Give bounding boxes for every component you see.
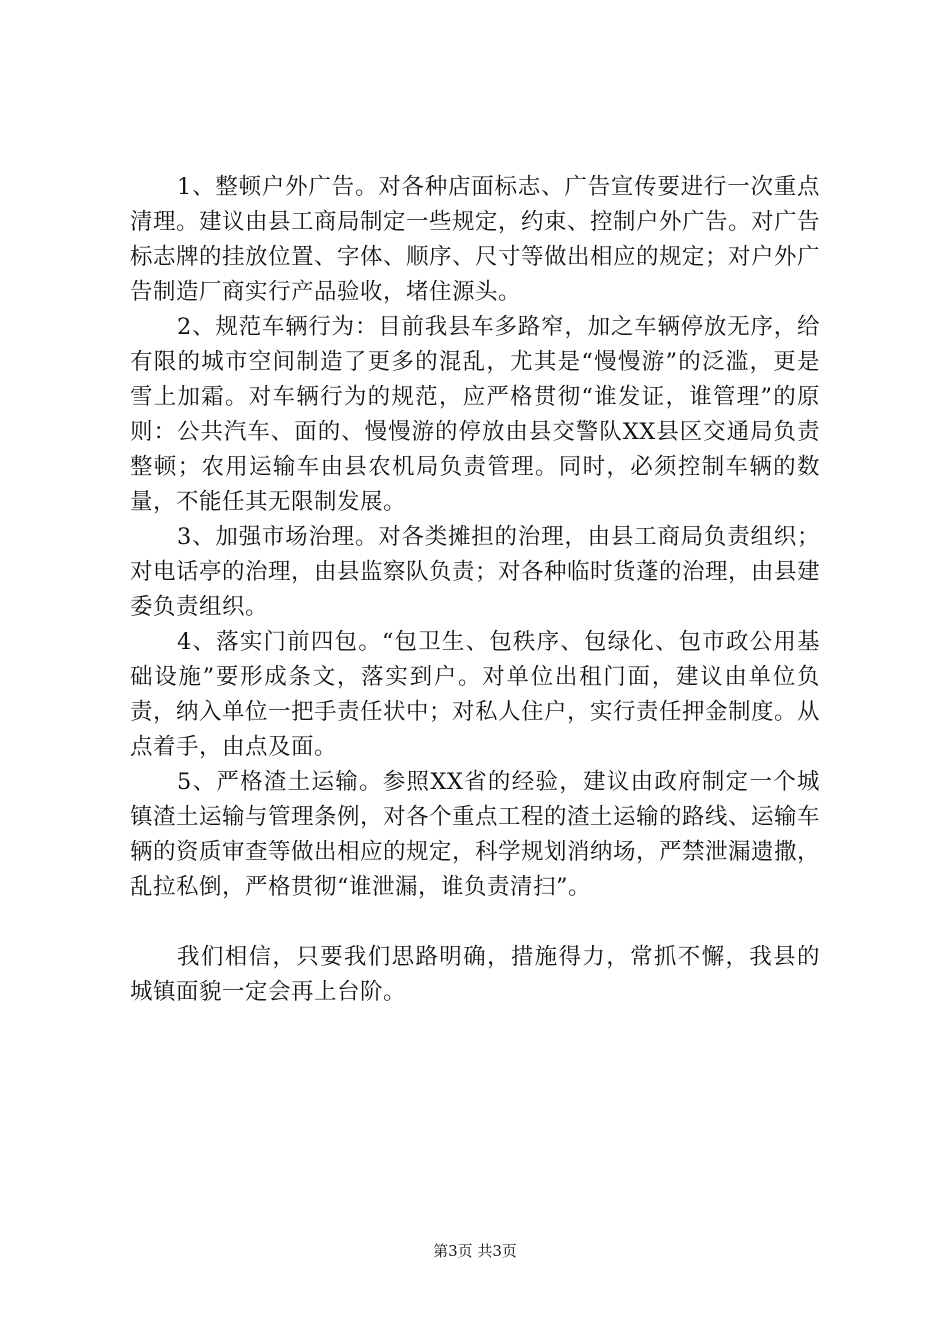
paragraph-5: 5、严格渣土运输。参照XX省的经验，建议由政府制定一个城镇渣土运输与管理条例，对各个重点工程的渣土运输的路线、运输车辆的资质审查等做出相应的规定，科学规划消纳场，严禁泄漏遗撒，乱拉私倒，严格贯彻“谁泄漏，谁负责清扫”。 xyxy=(130,769,821,900)
paragraph-1: 1、整顿户外广告。对各种店面标志、广告宣传要进行一次重点清理。建议由县工商局制定一些规定，约束、控制户外广告。对广告标志牌的挂放位置、字体、顺序、尺寸等做出相应的规定；对户外广告制造厂商实行产品验收，堵住源头。 xyxy=(130,174,821,305)
paragraph-2: 2、规范车辆行为：目前我县车多路窄，加之车辆停放无序，给有限的城市空间制造了更多的混乱，尤其是“慢慢游”的泛滥，更是雪上加霜。对车辆行为的规范，应严格贯彻“谁发证，谁管理”的原则：公共汽车、面的、慢慢游的停放由县交警队XX县区交通局负责整顿；农用运输车由县农机局负责管理。同时，必须控制车辆的数量，不能任其无限制发展。 xyxy=(130,314,820,515)
document-body xyxy=(130,170,820,1010)
paragraph-4: 4、落实门前四包。“包卫生、包秩序、包绿化、包市政公用基础设施”要形成条文，落实到户。对单位出租门面，建议由单位负责，纳入单位一把手责任状中；对私人住户，实行责任押金制度。从点着手，由点及面。 xyxy=(130,629,821,760)
page-footer: 第3页 共3页 xyxy=(433,1242,517,1260)
closing-paragraph: 我们相信，只要我们思路明确，措施得力，常抓不懈，我县的城镇面貌一定会再上台阶。 xyxy=(130,944,820,1005)
paragraph-3: 3、加强市场治理。对各类摊担的治理，由县工商局负责组织；对电话亭的治理，由县监察队负责；对各种临时货蓬的治理，由县建委负责组织。 xyxy=(130,524,821,620)
